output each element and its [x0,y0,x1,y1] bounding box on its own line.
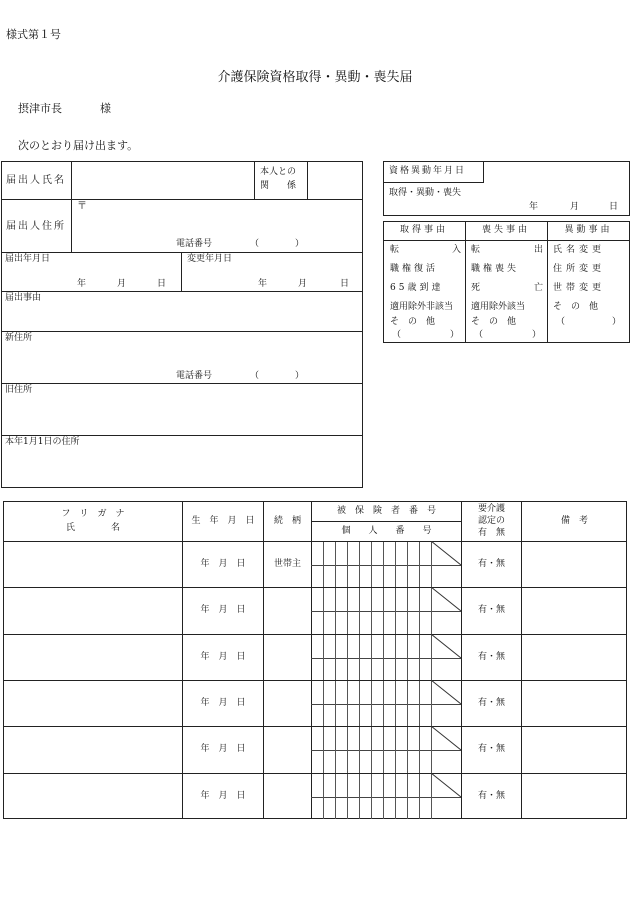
applicant-name-label: 届出人氏名 [6,175,66,186]
change-reason-5-left: （ [556,317,566,327]
member-care-yes-no[interactable]: 有・無 [477,744,505,754]
header-insured-no: 被 保 険 者 番 号 [336,506,436,516]
member-relation[interactable]: 世帯主 [273,559,301,569]
acq-reason-1-right: 入 [452,245,462,255]
filing-year-unit: 年 [77,279,87,289]
loss-reason-3-left: 死 [471,283,481,293]
loss-reason-3-right: 亡 [534,283,544,293]
acq-reason-6-right: ） [450,330,460,340]
addressee-honorific: 様 [100,102,111,115]
member-birth-date[interactable]: 年 月 日 [200,698,246,708]
status-day-unit: 日 [609,202,619,212]
jan1-address-label: 本年1月1日の住所 [5,437,80,447]
intro-text: 次のとおり届け出ます。 [18,139,139,152]
change-day-unit: 日 [340,279,350,289]
header-name: 氏 名 [65,523,120,533]
member-birth-date[interactable]: 年 月 日 [200,652,246,662]
change-reason-3: 世帯変更 [553,283,606,293]
reason-field[interactable] [2,304,362,330]
change-header: 異動事由 [564,225,613,235]
status-type-label: 取得・異動・喪失 [389,188,462,198]
change-year-unit: 年 [258,279,268,289]
header-care-3: 有 無 [477,528,505,538]
page-title: 介護保険資格取得・異動・喪失届 [217,70,413,85]
member-remarks-field[interactable] [522,681,626,726]
loss-reason-2: 職権喪失 [471,264,520,274]
header-care-2: 認定の [477,516,505,526]
header-relation: 続 柄 [273,516,301,526]
relation-field[interactable] [308,162,362,198]
member-name-field[interactable] [4,588,181,634]
acq-reason-4: 適用除外非該当 [390,302,454,312]
member-remarks-field[interactable] [522,542,626,587]
jan1-address-field[interactable] [2,449,362,487]
acq-reason-2: 職権復活 [390,264,439,274]
change-reason-2: 住所変更 [553,264,606,274]
loss-reason-1-left: 転 [471,245,481,255]
change-reason-4: そ の 他 [553,302,599,312]
header-remarks: 備 考 [560,516,588,526]
loss-reason-4: 適用除外該当 [471,302,526,312]
member-care-yes-no[interactable]: 有・無 [477,698,505,708]
new-phone-label: 電話番号 [176,371,213,381]
loss-reason-1-right: 出 [534,245,544,255]
member-insured-number-field[interactable] [312,774,460,819]
filing-date-label: 届出年月日 [5,254,51,264]
form-number: 様式第１号 [6,28,61,41]
member-birth-date[interactable]: 年 月 日 [200,744,246,754]
member-care-yes-no[interactable]: 有・無 [477,791,505,801]
member-care-yes-no[interactable]: 有・無 [477,559,505,569]
member-name-field[interactable] [4,774,181,819]
member-insured-number-field[interactable] [312,635,460,680]
relation-label: 本人との [260,167,297,177]
relation-label-2: 関 係 [260,181,297,191]
member-insured-number-field[interactable] [312,681,460,726]
member-care-yes-no[interactable]: 有・無 [477,652,505,662]
change-reason-5-right: ） [612,317,622,327]
header-birth: 生 年 月 日 [191,516,255,526]
filing-month-unit: 月 [117,279,127,289]
status-month-unit: 月 [570,202,580,212]
phone-parens: （ ） [250,239,305,249]
member-name-field[interactable] [4,681,181,726]
phone-label: 電話番号 [176,239,213,249]
member-remarks-field[interactable] [522,727,626,773]
member-name-field[interactable] [4,727,181,773]
change-month-unit: 月 [298,279,308,289]
status-year-unit: 年 [529,202,539,212]
member-remarks-field[interactable] [522,588,626,634]
old-address-label: 旧住所 [5,385,33,395]
change-date-label: 変更年月日 [187,254,233,264]
acq-reason-5: そ の 他 [390,317,436,327]
member-care-yes-no[interactable]: 有・無 [477,605,505,615]
member-birth-date[interactable]: 年 月 日 [200,791,246,801]
loss-reason-6-right: ） [532,330,542,340]
new-address-label: 新住所 [5,333,33,343]
header-furigana: フ リ ガ ナ [61,509,125,519]
applicant-address-label: 届出人住所 [6,221,66,232]
header-personal-no: 個 人 番 号 [341,526,432,536]
applicant-address-field[interactable] [72,200,362,251]
member-insured-number-field[interactable] [312,542,460,587]
reason-label: 届出事由 [5,293,42,303]
member-birth-date[interactable]: 年 月 日 [200,605,246,615]
member-insured-number-field[interactable] [312,588,460,634]
addressee-name: 摂津市長 [18,102,62,115]
member-birth-date[interactable]: 年 月 日 [200,559,246,569]
loss-reason-6-left: （ [474,330,484,340]
loss-reason-5: そ の 他 [471,317,517,327]
applicant-name-field[interactable] [72,162,253,198]
member-remarks-field[interactable] [522,774,626,819]
loss-header: 喪失事由 [481,225,530,235]
change-reason-1: 氏名変更 [553,245,606,255]
acq-reason-1-left: 転 [390,245,400,255]
member-name-field[interactable] [4,542,181,587]
acquisition-header: 取得事由 [399,225,448,235]
filing-day-unit: 日 [157,279,167,289]
acq-reason-3: 65歳到達 [390,283,444,293]
header-care-1: 要介護 [477,504,505,514]
postal-mark: 〒 [77,201,87,212]
new-phone-parens: （ ） [250,371,305,381]
status-date-label: 資格異動年月日 [389,166,467,176]
member-insured-number-field[interactable] [312,727,460,773]
old-address-field[interactable] [2,397,362,434]
member-name-field[interactable] [4,635,181,680]
member-remarks-field[interactable] [522,635,626,680]
acq-reason-6-left: （ [392,330,402,340]
